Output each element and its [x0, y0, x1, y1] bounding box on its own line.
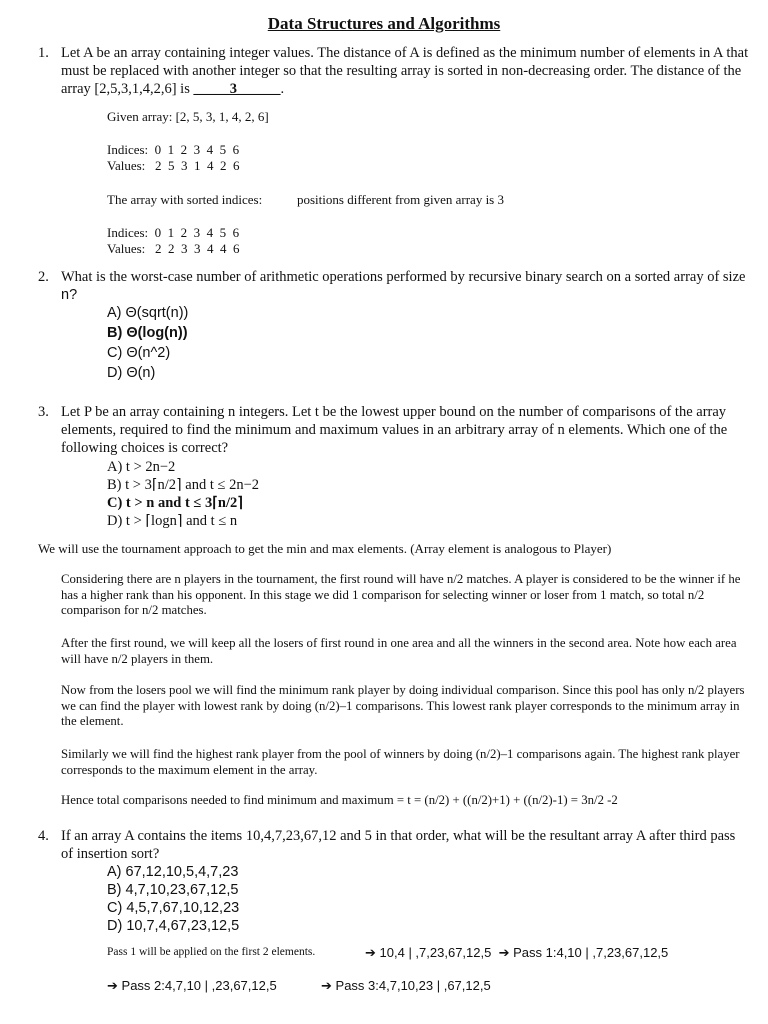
values-row: Values: 2 5 3 1 4 2 6 — [107, 158, 240, 173]
pass-step: 10,4 | ,7,23,67,12,5 — [379, 945, 492, 960]
page-title: Data Structures and Algorithms — [267, 14, 501, 33]
pass-step: Pass 2:4,7,10 | ,23,67,12,5 — [121, 978, 277, 993]
option-b: B) Θ(log(n)) — [107, 325, 188, 341]
arrow-icon: ➔ — [107, 979, 118, 994]
sorted-label: The array with sorted indices: — [107, 192, 263, 207]
option-d: D) t > ⌈logn⌉ and t ≤ n — [107, 513, 238, 529]
pass-line — [107, 978, 277, 994]
question-text-end: . — [280, 81, 285, 97]
question-number: 4. — [38, 828, 49, 844]
option-c: C) Θ(n^2) — [107, 345, 171, 361]
question-number: 2. — [38, 269, 49, 285]
question-text-part: Let A be an array containing integer values. The distance of A is defined as the minimum number of elements in A that must be replaced with another integer so that the resulting array is sorted in non-decreasing order. The distance of the array [2,5,3,1,4,2,6] is — [61, 45, 749, 97]
question-2 — [38, 268, 750, 304]
solution-paragraph: Similarly we will find the highest rank player from the pool of winners by doing (n/2)–1 comparisons again. The highest rank player corresponds to the maximum element in the array. — [61, 747, 740, 777]
option-a: A) 67,12,10,5,4,7,23 — [107, 864, 239, 880]
arrow-icon: ➔ — [365, 946, 376, 961]
question-text-end: n? — [61, 287, 78, 303]
option-d: D) 10,7,4,67,23,12,5 — [107, 918, 240, 934]
option-b: B) 4,7,10,23,67,12,5 — [107, 882, 239, 898]
question-text: If an array A contains the items 10,4,7,23,67,12 and 5 in that order, what will be the resultant array A after third pass of insertion sort? — [61, 828, 736, 862]
values-row: Values: 2 2 3 3 4 4 6 — [107, 241, 240, 256]
question-text: Let P be an array containing n integers. Let t be the lowest upper bound on the number of comparisons of the array elements, required to find the minimum and maximum values in an arbitrary array of n elements. Which one of the following choices is correct? — [61, 404, 728, 456]
pass-step: Pass 1:4,10 | ,7,23,67,12,5 — [513, 945, 669, 960]
sorted-note: positions different from given array is 3 — [297, 192, 504, 207]
question-text-part: What is the worst-case number of arithmetic operations performed by recursive binary search on a sorted array of size — [61, 269, 746, 285]
solution-intro: We will use the tournament approach to get the min and max elements. (Array element is analogous to Player) — [38, 541, 612, 556]
given-array: Given array: [2, 5, 3, 1, 4, 2, 6] — [107, 109, 269, 124]
indices-row: Indices: 0 1 2 3 4 5 6 — [107, 225, 240, 240]
option-a: A) t > 2n−2 — [107, 459, 176, 475]
answer-blank: _____3______ — [193, 81, 281, 97]
solution-paragraph: Now from the losers pool we will find the minimum rank player by doing individual comparison. Since this pool has only n/2 players we can find the player with lowest rank by doing (n/2)–1 comparisons. This lowest rank player corresponds to the minimum array in the element. — [61, 683, 745, 728]
question-text — [61, 44, 750, 98]
pass-line — [365, 945, 668, 961]
question-number: 1. — [38, 45, 49, 61]
arrow-icon: ➔ — [321, 979, 332, 994]
option-c: C) 4,5,7,67,10,12,23 — [107, 900, 240, 916]
question-text — [61, 268, 750, 304]
option-d: D) Θ(n) — [107, 365, 156, 381]
question-1 — [38, 44, 750, 98]
option-b: B) t > 3⌈n/2⌉ and t ≤ 2n−2 — [107, 477, 260, 493]
pass-intro: Pass 1 will be applied on the first 2 elements. — [107, 946, 316, 958]
pass-step: Pass 3:4,7,10,23 | ,67,12,5 — [335, 978, 491, 993]
indices-row: Indices: 0 1 2 3 4 5 6 — [107, 142, 240, 157]
solution-paragraph: After the first round, we will keep all the losers of first round in one area and all the winners in the second area. Note how each area will have n/2 players in them. — [61, 636, 737, 666]
question-3 — [38, 403, 750, 457]
option-a: A) Θ(sqrt(n)) — [107, 305, 189, 321]
question-4 — [38, 827, 750, 863]
pass-line — [321, 978, 491, 994]
option-c: C) t > n and t ≤ 3⌈n/2⌉ — [107, 495, 243, 511]
solution-paragraph: Considering there are n players in the tournament, the first round will have n/2 matches. A player is considered to be the winner if he has a higher rank than his opponent. In this stage we did 1 comparison for selecting winner or loser from 1 match, so total n/2 comparison for n/2 matches. — [61, 572, 741, 617]
arrow-icon: ➔ — [498, 946, 510, 961]
question-number: 3. — [38, 404, 49, 420]
solution-paragraph: Hence total comparisons needed to find minimum and maximum = t = (n/2) + ((n/2)+1) + ((n/2)-1) = 3n/2 -2 — [61, 793, 618, 807]
